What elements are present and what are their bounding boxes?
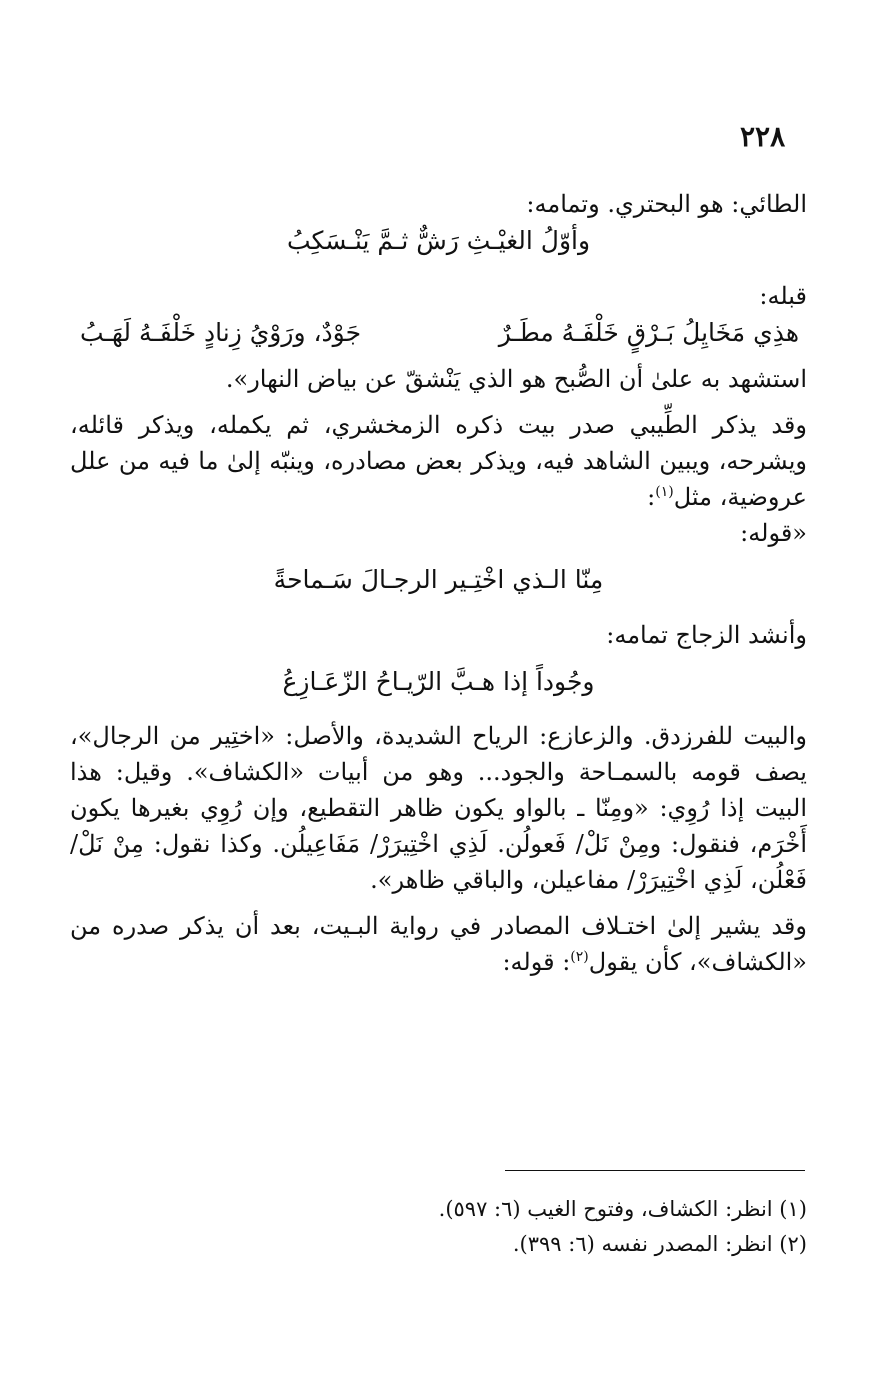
page-number: ٢٢٨ — [740, 120, 786, 153]
text-line: وأنشد الزجاج تمامه: — [606, 620, 807, 649]
footnote-ref: (١) — [655, 484, 674, 500]
verse-line: وجُوداً إذا هـبَّ الرّيـاحُ الزّعَـازِعُ — [282, 666, 595, 696]
footnote: (٢) انظر: المصدر نفسه (٦: ٣٩٩). — [512, 1231, 807, 1256]
verse-hemistich-first: هذِي مَخَايِلُ بَـرْقٍ خَلْفَـهُ مطَـرٌ — [498, 317, 799, 347]
verse-line: وأوّلُ الغيْـثِ رَشٌّ ثـمَّ يَنْـسَكِبُ — [286, 226, 591, 255]
paragraph: والبيت للفرزدق. والزعازع: الرياح الشديدة، والأصل: «اختِير من الرجال»، يصف قومه بالسمـاحة والجود... وهو من أبيات «الكشاف». وقيل: هذا البيت إذا رُوِي: «ومِنّا ـ بالواو يكون ظاهر التقطيع، وإن رُوِي بغيرها يكون أَخْرَم، فنقول: ومِنْ نَلْ/ فَعولُن. لَذِي اخْتِيرَرْ/ مَفَاعِيلُن. وكذا نقول: مِنْ نَلْ/ فَعْلُن، لَذِي اخْتِيرَرْ/ مفاعيلن، والباقي ظاهر». — [70, 722, 807, 894]
text-line: «قوله: — [740, 519, 807, 547]
footnotes — [70, 1192, 807, 1261]
footnote: (١) انظر: الكشاف، وفتوح الغيب (٦: ٥٩٧). — [438, 1197, 807, 1221]
footnote-separator — [505, 1170, 805, 1171]
verse-couplet — [70, 314, 807, 352]
verse-hemistich-second: جَوْدٌ، ورَوْيُ زِنادٍ خَلْفَـهُ لَهَـبُ — [80, 317, 362, 347]
text-line: قبله: — [759, 281, 807, 310]
paragraph: وقد يشير إلىٰ اختـلاف المصادر في رواية البـيت، بعد أن يذكر صدره من «الكشاف»، كأن يقول$^{(٢)}$: قوله: — [70, 912, 807, 976]
paragraph: وقد يذكر الطِّيبي صدر بيت ذكره الزمخشري، ثم يكمله، ويذكر قائله، ويشرحه، ويبين الشاهد فيه، ويذكر بعض مصادره، وينبّه إلىٰ ما فيه من علل عروضية، مثل$^{(١)}$: — [70, 411, 807, 511]
footnote-ref: (٢) — [570, 949, 589, 965]
main-text — [70, 186, 807, 980]
text-line: الطائي: هو البحتري. وتمامه: — [526, 190, 807, 218]
verse-line: مِنّا الـذي اخْتِـير الرجـالَ سَـماحةً — [273, 565, 604, 594]
text-line: استشهد به علىٰ أن الصُّبح هو الذي يَنْشقّ عن بياض النهار». — [225, 365, 807, 393]
